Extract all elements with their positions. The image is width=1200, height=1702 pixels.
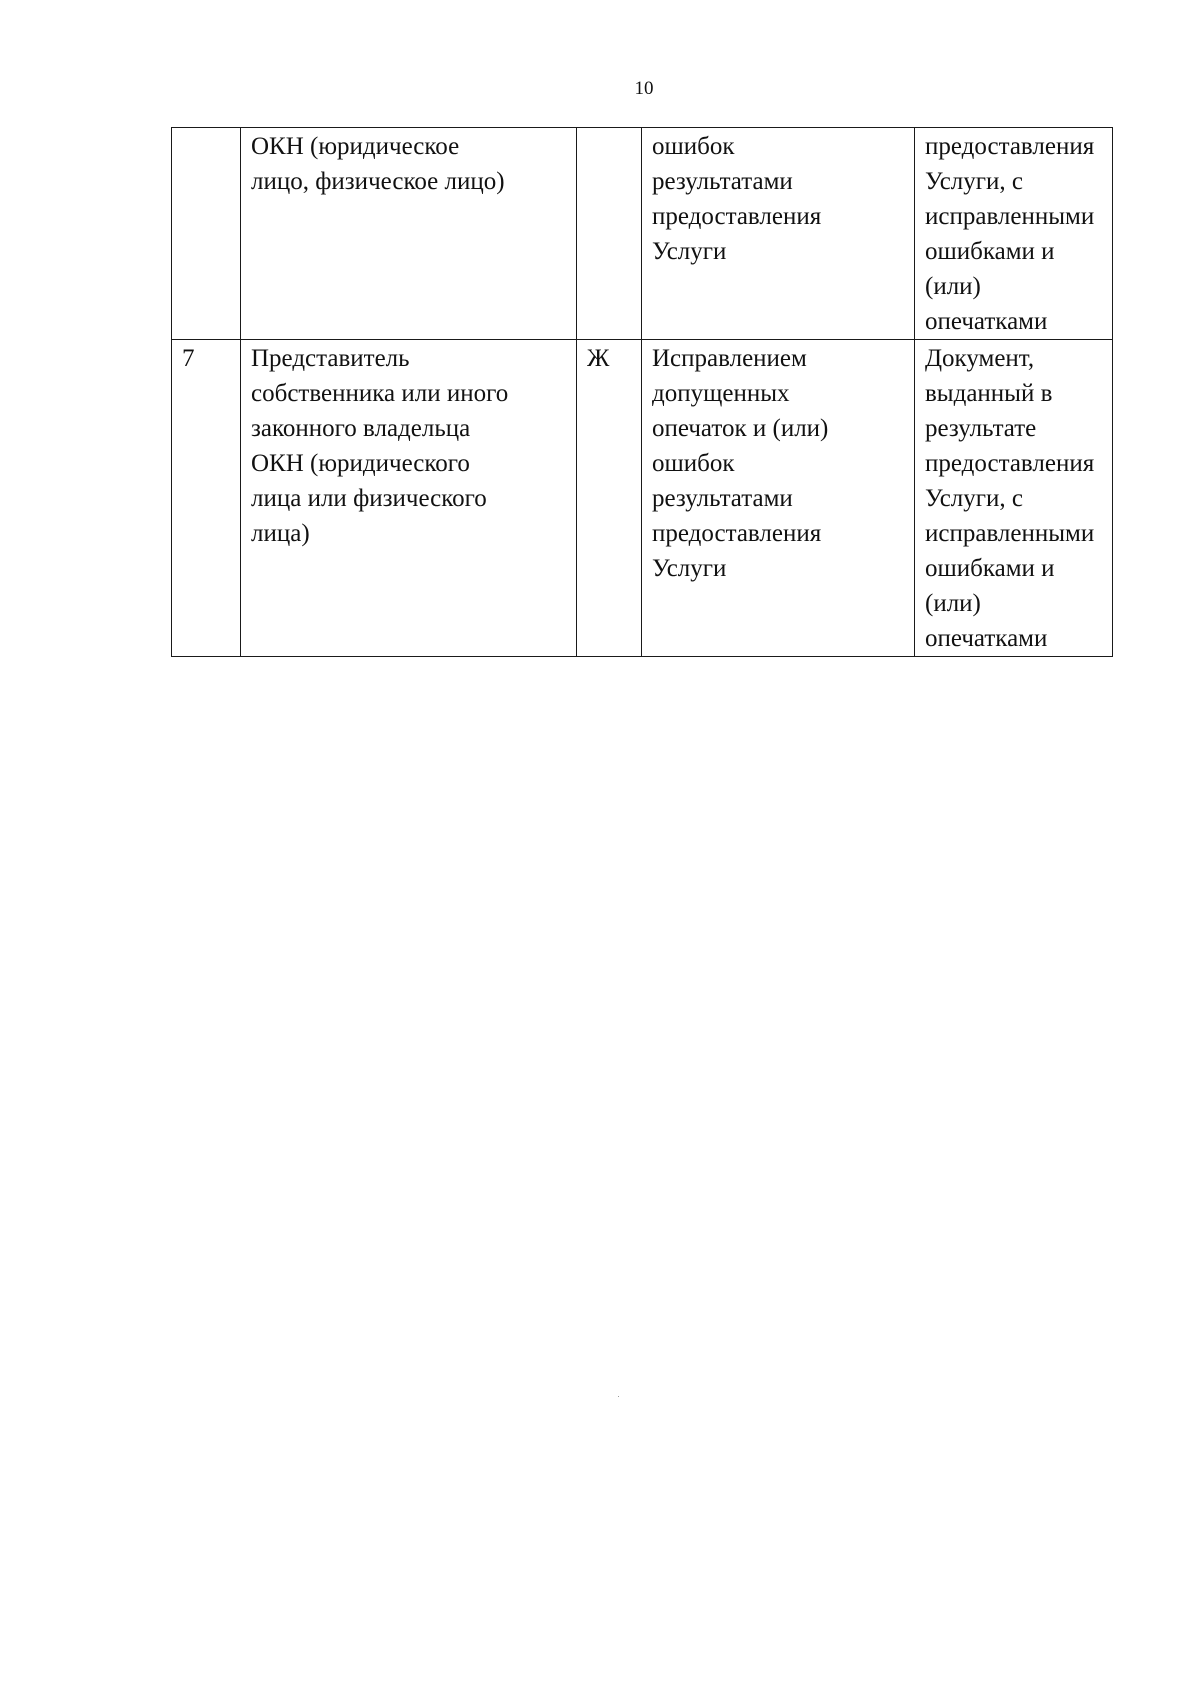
services-table: [171, 127, 1113, 657]
table-row: [172, 340, 1113, 657]
applicant-cell: ОКН (юридическое лицо, физическое лицо): [241, 128, 577, 340]
result-cell: предоставления Услуги, с исправленными ошибками и (или) опечатками: [915, 128, 1113, 340]
basis-cell: Исправлением допущенных опечаток и (или) ошибок результатами предоставления Услуги: [642, 340, 915, 657]
table-row: [172, 128, 1113, 340]
applicant-cell: Представитель собственника или иного законного владельца ОКН (юридического лица или физического лица): [241, 340, 577, 657]
result-cell: Документ, выданный в результате предоставления Услуги, с исправленными ошибками и (или) опечатками: [915, 340, 1113, 657]
row-number-cell: 7: [172, 340, 241, 657]
code-cell: [577, 128, 642, 340]
row-number-cell: [172, 128, 241, 340]
code-cell: Ж: [577, 340, 642, 657]
page-number: 10: [634, 78, 654, 99]
scan-speck: [618, 1396, 619, 1397]
basis-cell: ошибок результатами предоставления Услуги: [642, 128, 915, 340]
